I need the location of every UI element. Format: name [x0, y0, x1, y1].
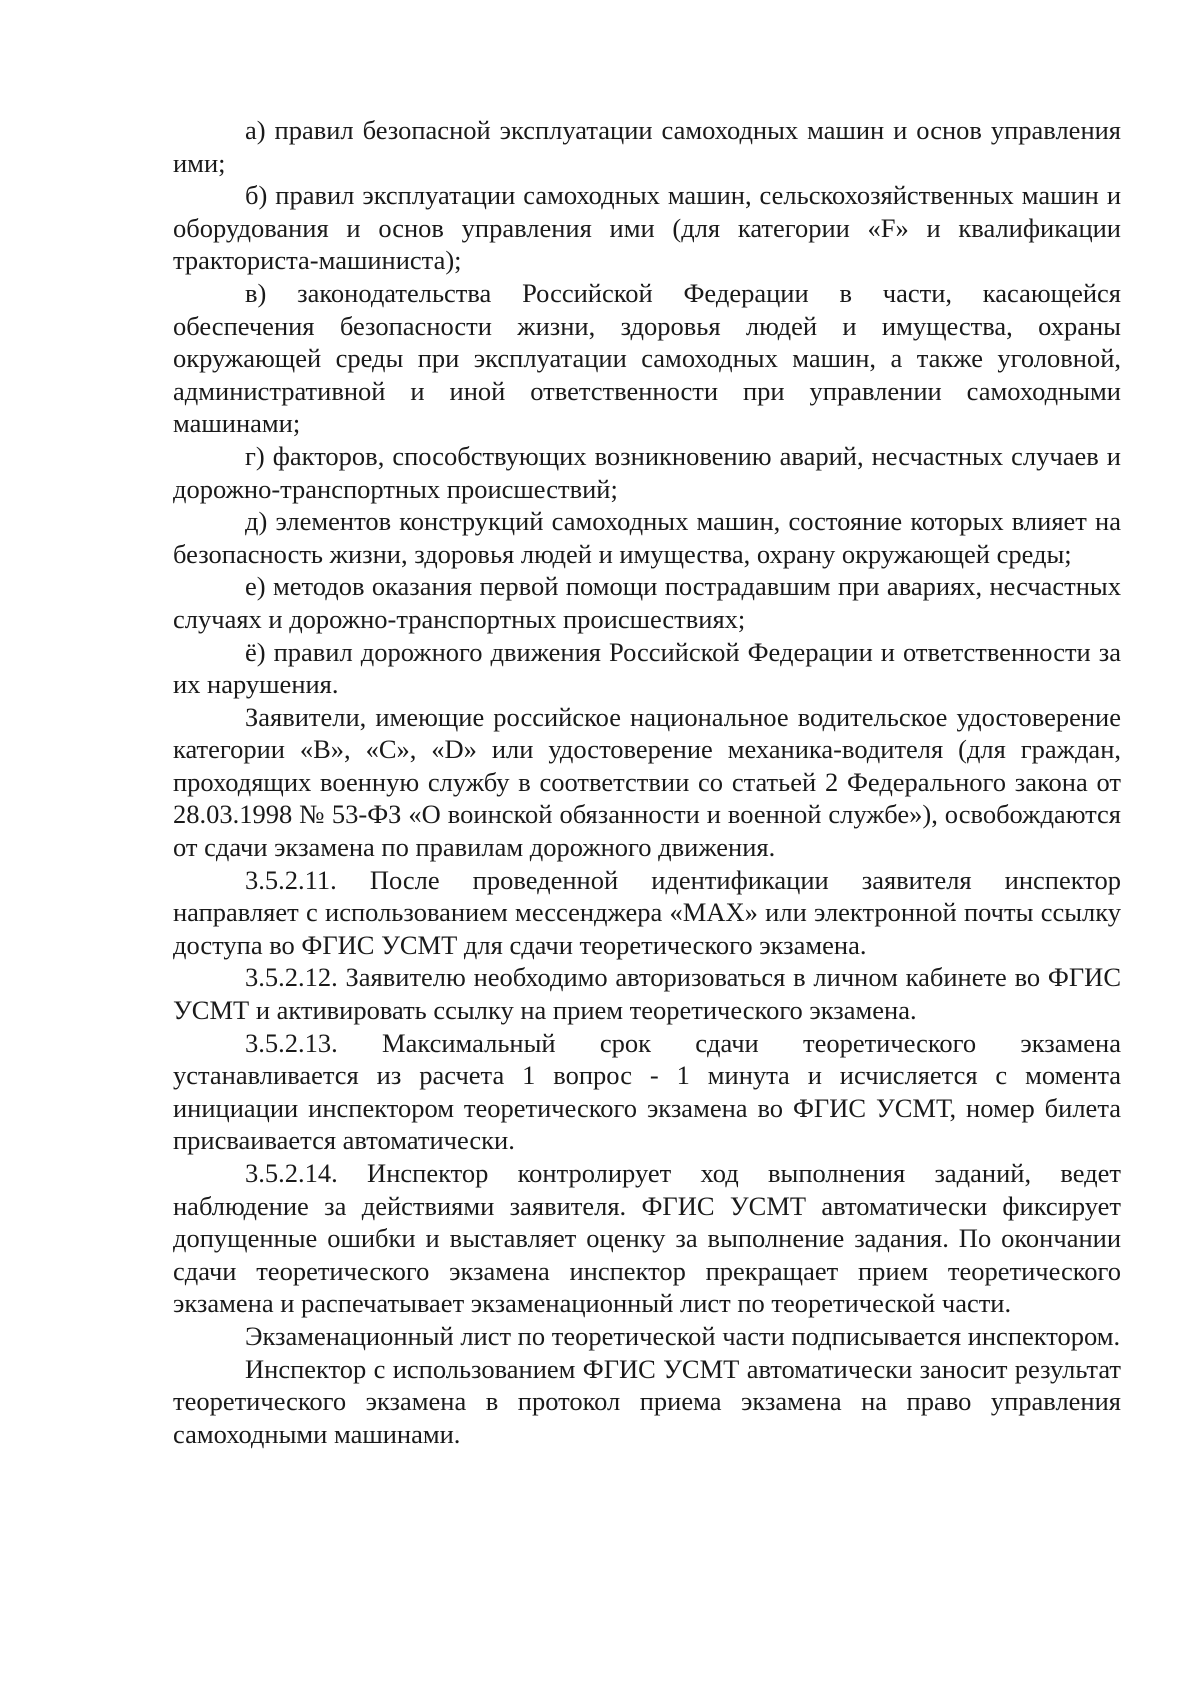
paragraph-3-5-2-11: 3.5.2.11. После проведенной идентификации заявителя инспектор направляет с использованием мессенджера «MAX» или электронной почты ссылку доступа во ФГИС УСМТ для сдачи теоретического экзамена. — [173, 864, 1121, 960]
paragraph-exemption: Заявители, имеющие российское национальное водительское удостоверение категории «B», «C», «D» или удостоверение механика-водителя (для граждан, проходящих военную службу в соответствии со статьей 2 Федерального закона от 28.03.1998 № 53-ФЗ «О воинской обязанности и военной службе»), освобождаются от сдачи экзамена по правилам дорожного движения. — [173, 701, 1121, 863]
paragraph-exam-sheet-signed: Экзаменационный лист по теоретической части подписывается инспектором. — [245, 1320, 1121, 1351]
paragraph-item-b: б) правил эксплуатации самоходных машин, сельскохозяйственных машин и оборудования и основ управления ими (для категории «F» и квалификации тракториста-машиниста); — [173, 180, 1121, 276]
paragraph-item-yo: ё) правил дорожного движения Российской Федерации и ответственности за их нарушения. — [173, 636, 1121, 700]
paragraph-3-5-2-12: 3.5.2.12. Заявителю необходимо авторизоваться в личном кабинете во ФГИС УСМТ и активировать ссылку на прием теоретического экзамена. — [173, 962, 1121, 1026]
paragraph-item-v: в) законодательства Российской Федерации в части, касающейся обеспечения безопасности жизни, здоровья людей и имущества, охраны окружающей среды при эксплуатации самоходных машин, а также уголовной, административной и иной ответственности при управлении самоходными машинами; — [173, 277, 1121, 439]
paragraph-item-a: а) правил безопасной эксплуатации самоходных машин и основ управления ими; — [173, 115, 1121, 178]
paragraph-item-g: г) факторов, способствующих возникновению аварий, несчастных случаев и дорожно-транспортных происшествий; — [173, 440, 1121, 504]
paragraph-result-entry: Инспектор с использованием ФГИС УСМТ автоматически заносит результат теоретического экзамена в протокол приема экзамена на право управления самоходными машинами. — [173, 1353, 1121, 1449]
paragraph-3-5-2-13: 3.5.2.13. Максимальный срок сдачи теоретического экзамена устанавливается из расчета 1 вопрос - 1 минута и исчисляется с момента инициации инспектором теоретического экзамена во ФГИС УСМТ, номер билета присваивается автоматически. — [173, 1027, 1121, 1156]
paragraph-3-5-2-14: 3.5.2.14. Инспектор контролирует ход выполнения заданий, ведет наблюдение за действиями заявителя. ФГИС УСМТ автоматически фиксирует допущенные ошибки и выставляет оценку за выполнение задания. По окончании сдачи теоретического экзамена инспектор прекращает прием теоретического экзамена и распечатывает экзаменационный лист по теоретической части. — [173, 1158, 1121, 1319]
paragraph-item-d: д) элементов конструкций самоходных машин, состояние которых влияет на безопасность жизни, здоровья людей и имущества, охрану окружающей среды; — [173, 506, 1121, 569]
paragraph-item-e: е) методов оказания первой помощи пострадавшим при авариях, несчастных случаях и дорожно-транспортных происшествиях; — [173, 571, 1121, 634]
document-body — [173, 114, 1121, 1450]
